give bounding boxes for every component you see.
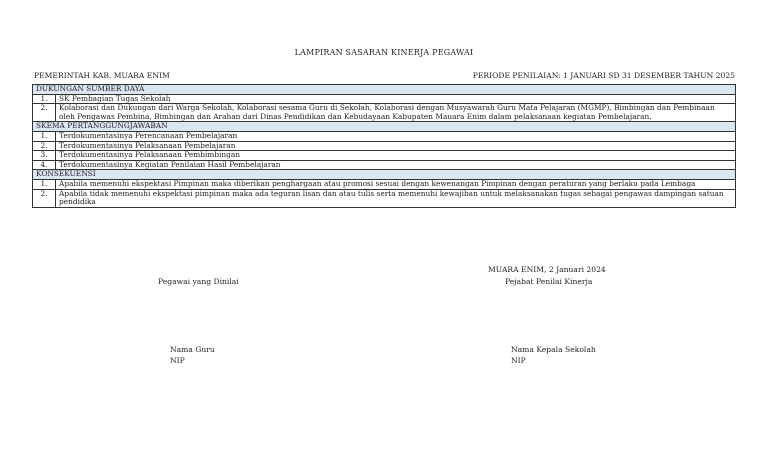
right-signer-role: Pejabat Penilai Kinerja	[505, 277, 593, 286]
table-row	[33, 151, 736, 161]
right-signer-name: Nama Kepala Sekolah	[511, 345, 596, 354]
section-title: DUKUNGAN SUMBER DAYA	[33, 85, 736, 95]
section-title: SKEMA PERTANGGUNGJAWABAN	[33, 122, 736, 132]
section-header-row	[33, 170, 736, 180]
sasaran-table	[32, 84, 736, 208]
row-number: 1.	[33, 94, 56, 104]
row-text: Terdokumentasinya Pelaksanaan Pembelajaran	[56, 141, 736, 151]
table-row	[33, 189, 736, 207]
place-date: MUARA ENIM, 2 Januari 2024	[488, 265, 606, 274]
row-text: Apabila memenuhi ekspektasi Pimpinan maka diberikan penghargaan atau promosi sesuai dengan kewenangan Pimpinan dengan peraturan yang berlaku pada Lembaga	[56, 179, 736, 189]
row-text: Terdokumentasinya Pelaksanaan Pembimbingan	[56, 151, 736, 161]
section-header-row	[33, 85, 736, 95]
row-text: Terdokumentasinya Perencanaan Pembelajaran	[56, 131, 736, 141]
row-number: 1.	[33, 131, 56, 141]
row-text: SK Pembagian Tugas Sekolah	[56, 94, 736, 104]
row-number: 2.	[33, 141, 56, 151]
table-row	[33, 131, 736, 141]
institution-label: PEMERINTAH KAB. MUARA ENIM	[34, 71, 170, 80]
row-number: 1.	[33, 179, 56, 189]
row-text: Terdokumentasinya Kegiatan Penilaian Hasil Pembelajaran	[56, 160, 736, 170]
row-number: 2.	[33, 104, 56, 122]
row-number: 2.	[33, 189, 56, 207]
table-row	[33, 160, 736, 170]
row-text: Kolaborasi dan Dukungan dari Warga Sekolah, Kolaborasi sesama Guru di Sekolah, Kolaborasi dengan Musyawarah Guru Mata Pelajaran (MGMP), Bimbingan dan Pembinaan oleh Pengawas Pembina, Bimbingan dan Arahan dari Dinas Pendidikan dan Kebudayaan Kabupaten Mauara Enim dalam pelaksanaan kegiatan Pembelajaran.	[56, 104, 736, 122]
left-signer-nip: NIP	[170, 356, 185, 365]
table-row	[33, 104, 736, 122]
row-number: 4.	[33, 160, 56, 170]
row-number: 3.	[33, 151, 56, 161]
row-text: Apabila tidak memenuhi ekspektasi pimpinan maka ada teguran lisan dan atau tulis serta memenuhi kewajiban untuk melaksanakan tugas sebagai pengawas dampingan satuan pendidika	[56, 189, 736, 207]
section-title: KONSEKUENSI	[33, 170, 736, 180]
period-label: PERIODE PENILAIAN: 1 JANUARI SD 31 DESEMBER TAHUN 2025	[472, 71, 735, 80]
left-signer-role: Pegawai yang Dinilai	[158, 277, 239, 286]
document-title: LAMPIRAN SASARAN KINERJA PEGAWAI	[294, 48, 474, 57]
table-row	[33, 179, 736, 189]
left-signer-name: Nama Guru	[170, 345, 215, 354]
right-signer-nip: NIP	[511, 356, 526, 365]
